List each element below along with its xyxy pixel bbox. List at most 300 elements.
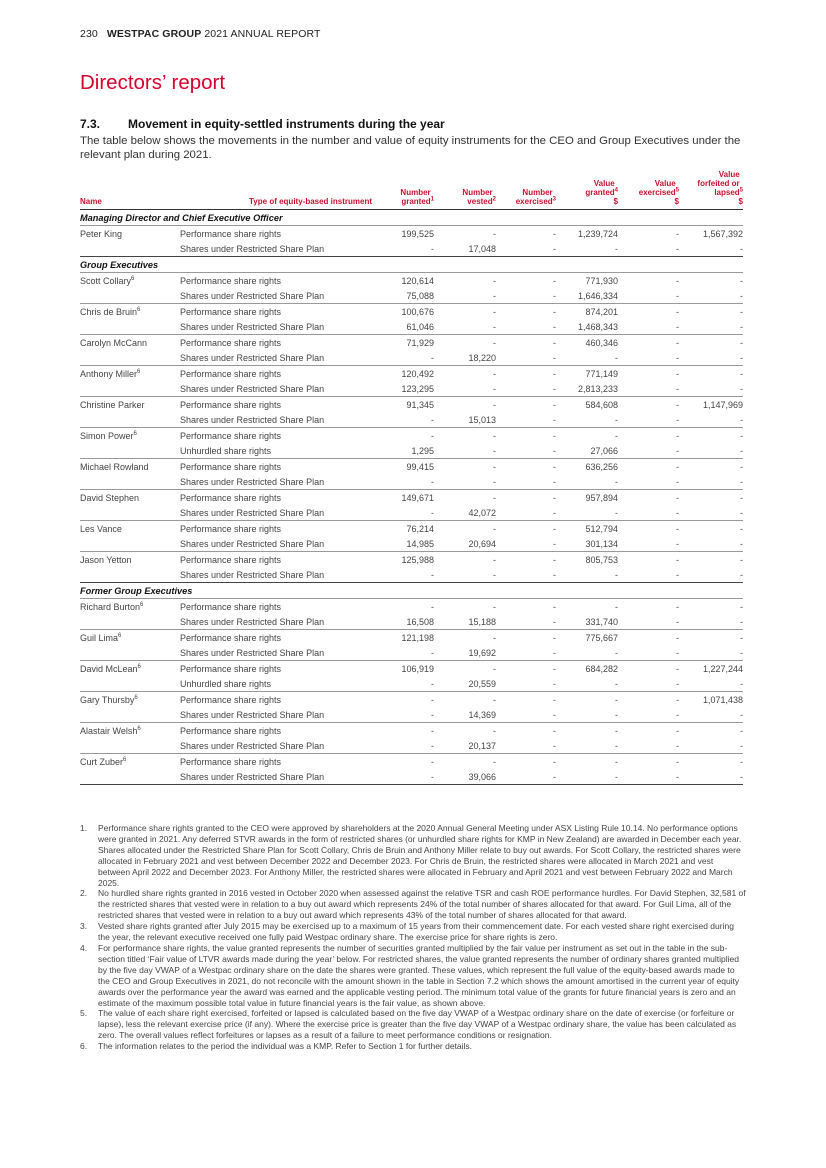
table-cell: 91,345 bbox=[372, 397, 434, 413]
table-cell: - bbox=[679, 521, 743, 537]
table-cell: - bbox=[740, 569, 743, 580]
person-name bbox=[80, 536, 180, 552]
person-name bbox=[80, 490, 180, 506]
table-cell: - bbox=[493, 321, 496, 332]
table-cell: - bbox=[434, 335, 496, 351]
table-row bbox=[80, 692, 743, 708]
table-cell: - bbox=[553, 647, 556, 658]
group-label: Former Group Executives bbox=[80, 583, 743, 599]
person-name bbox=[80, 412, 180, 428]
table-cell: - bbox=[431, 476, 434, 487]
instrument-type: Performance share rights bbox=[180, 599, 372, 615]
table-cell: - bbox=[618, 552, 679, 568]
person-name-text: Michael Rowland bbox=[80, 461, 149, 472]
table-row bbox=[80, 676, 743, 692]
table-cell: 121,198 bbox=[372, 630, 434, 646]
table-row bbox=[80, 505, 743, 521]
table-cell: - bbox=[493, 569, 496, 580]
person-name-text: Guil Lima bbox=[80, 632, 119, 643]
page-title: Directors’ report bbox=[80, 71, 226, 94]
table-cell: - bbox=[740, 243, 743, 254]
instrument-type: Shares under Restricted Share Plan bbox=[180, 243, 325, 254]
footnote-ref: 6 bbox=[133, 430, 137, 437]
table-cell: - bbox=[553, 383, 556, 394]
instrument-type: Unhurdled share rights bbox=[180, 678, 272, 689]
footnote bbox=[80, 1041, 746, 1052]
table-cell: - bbox=[615, 569, 618, 580]
table-cell: - bbox=[618, 521, 679, 537]
table-cell: 20,694 bbox=[468, 538, 496, 549]
table-cell: - bbox=[496, 599, 556, 615]
table-row bbox=[80, 474, 743, 490]
table-cell: - bbox=[676, 290, 679, 301]
table-cell: - bbox=[740, 476, 743, 487]
footnotes bbox=[80, 823, 746, 1052]
table-cell: 636,256 bbox=[556, 459, 618, 475]
person-name bbox=[80, 645, 180, 661]
table-row bbox=[80, 366, 743, 382]
table-cell: 19,692 bbox=[468, 647, 496, 658]
table-cell: - bbox=[740, 445, 743, 456]
table-cell: - bbox=[431, 243, 434, 254]
table-cell: 512,794 bbox=[556, 521, 618, 537]
instrument-type: Shares under Restricted Share Plan bbox=[180, 476, 325, 487]
table-cell: - bbox=[556, 754, 618, 770]
person-name-text: Christine Parker bbox=[80, 399, 145, 410]
table-cell: 199,525 bbox=[372, 226, 434, 242]
section-heading bbox=[80, 117, 445, 131]
table-cell: - bbox=[618, 366, 679, 382]
person-name-text: Alastair Welsh bbox=[80, 725, 138, 736]
table-cell: - bbox=[493, 383, 496, 394]
table-cell: - bbox=[679, 490, 743, 506]
table-cell: 99,415 bbox=[372, 459, 434, 475]
table-cell: - bbox=[615, 352, 618, 363]
table-cell: 18,220 bbox=[468, 352, 496, 363]
person-name bbox=[80, 567, 180, 583]
table-cell: 2,813,233 bbox=[577, 383, 618, 394]
table-cell: - bbox=[740, 709, 743, 720]
table-cell: - bbox=[615, 740, 618, 751]
table-cell: - bbox=[740, 383, 743, 394]
person-name-text: Anthony Miller bbox=[80, 368, 138, 379]
table-cell: - bbox=[431, 678, 434, 689]
instrument-type: Shares under Restricted Share Plan bbox=[180, 647, 325, 658]
table-cell: - bbox=[553, 538, 556, 549]
table-cell: - bbox=[618, 428, 679, 444]
table-row bbox=[80, 521, 743, 537]
table-cell: - bbox=[615, 243, 618, 254]
table-cell: - bbox=[434, 366, 496, 382]
table-cell: 76,214 bbox=[372, 521, 434, 537]
table-body bbox=[80, 210, 743, 785]
instrument-type: Shares under Restricted Share Plan bbox=[180, 569, 325, 580]
instrument-type: Performance share rights bbox=[180, 661, 372, 677]
table-cell: 1,646,334 bbox=[577, 290, 618, 301]
table-cell: - bbox=[496, 273, 556, 289]
table-cell: - bbox=[556, 769, 618, 785]
table-cell: - bbox=[740, 740, 743, 751]
table-cell: 1,071,438 bbox=[679, 692, 743, 708]
table-cell: 39,066 bbox=[434, 769, 496, 785]
table-cell: - bbox=[434, 723, 496, 739]
person-name bbox=[80, 428, 180, 444]
table-row bbox=[80, 350, 743, 366]
person-name-text: Carolyn McCann bbox=[80, 337, 148, 348]
footnote-text: The value of each share right exercised, forfeited or lapsed is calculated based on the five day VWAP of a Westpac ordinary share on the date of exercise (or forfeiture or lapse), less the relevant exercise price (if any). Where the exercise price is greater than the five day VWAP of a Westpac ordinary share, the value has been calculated as zero. The overall values reflect forfeitures or lapses as a result of a failure to meet performance conditions or resignation. bbox=[98, 1008, 737, 1041]
table-cell: - bbox=[431, 569, 434, 580]
table-cell: - bbox=[679, 552, 743, 568]
section-intro: The table below shows the movements in the number and value of equity instruments for the CEO and Group Executives under the relevant plan during 2021. bbox=[80, 135, 741, 161]
table-cell: - bbox=[553, 709, 556, 720]
table-cell: - bbox=[553, 678, 556, 689]
table-cell: - bbox=[553, 569, 556, 580]
table-row bbox=[80, 536, 743, 552]
table-cell: - bbox=[676, 569, 679, 580]
person-name bbox=[80, 273, 180, 289]
table-cell: 15,013 bbox=[468, 414, 496, 425]
person-name-text: Simon Power bbox=[80, 430, 134, 441]
table-cell: - bbox=[679, 428, 743, 444]
footnote-text: For performance share rights, the value granted represents the number of securities granted multiplied by the fair value per instrument as set out in the table in the sub-section titled ‘Fair value of LTVR awards made during the year’ below. For restricted shares, the value granted represents the number of ordinary shares granted multiplied by the five day VWAP of a Westpac ordinary share on the date the shares were granted. These values, which represent the full value of the equity-based awards made to the CEO and Group Executives in 2021, do not reconcile with the amount shown in the table in Section 7.2 which shows the amount amortised in the current year of equity awards over the performance year the award was earned and the applicable vesting period. The minimum total value of the grants for future financial years is zero and an estimate of the maximum possible total value in future financial years is the fair value, as shown above. bbox=[98, 942, 740, 1008]
table-cell: - bbox=[434, 397, 496, 413]
table-cell: - bbox=[434, 552, 496, 568]
person-name bbox=[80, 723, 180, 739]
table-cell: - bbox=[676, 476, 679, 487]
table-cell: 775,667 bbox=[556, 630, 618, 646]
table-cell: - bbox=[740, 616, 743, 627]
instrument-type: Shares under Restricted Share Plan bbox=[180, 383, 325, 394]
table-cell: - bbox=[679, 273, 743, 289]
instrument-type: Performance share rights bbox=[180, 304, 372, 320]
instrument-type: Unhurdled share rights bbox=[180, 445, 272, 456]
footnote-number: 3. bbox=[80, 921, 88, 932]
table-row bbox=[80, 381, 743, 397]
table-cell: - bbox=[618, 769, 679, 785]
table-cell: 75,088 bbox=[406, 290, 434, 301]
person-name bbox=[80, 335, 180, 351]
table-row bbox=[80, 335, 743, 351]
table-header-row bbox=[80, 170, 743, 210]
table-row bbox=[80, 723, 743, 739]
table-cell: - bbox=[676, 243, 679, 254]
table-row bbox=[80, 319, 743, 335]
footnote bbox=[80, 1008, 746, 1041]
table-cell: - bbox=[431, 352, 434, 363]
person-name-text: Scott Collary bbox=[80, 275, 132, 286]
instrument-type: Performance share rights bbox=[180, 754, 372, 770]
person-name bbox=[80, 552, 180, 568]
footnote-text: No hurdled share rights granted in 2016 vested in October 2020 when assessed against the relative TSR and cash ROE performance hurdles. For David Stephen, 32,581 of the restricted shares that vested were in relation to a buy out award which represents 24% of the total number of shares allocated for that award. For Guil Lima, all of the restricted shares that vested were in relation to a buy out award which represents 43% of the total number of shares allocated for that award. bbox=[98, 888, 746, 921]
person-name-text: Curt Zuber bbox=[80, 756, 124, 767]
table-row bbox=[80, 769, 743, 785]
group-row bbox=[80, 583, 743, 599]
table-cell: - bbox=[740, 647, 743, 658]
table-cell: - bbox=[496, 304, 556, 320]
footnote-ref: 6 bbox=[118, 632, 122, 639]
person-name bbox=[80, 599, 180, 615]
table-cell: - bbox=[496, 366, 556, 382]
table-cell: - bbox=[496, 692, 556, 708]
table-cell: - bbox=[615, 414, 618, 425]
table-row bbox=[80, 738, 743, 754]
table-cell: 120,492 bbox=[372, 366, 434, 382]
person-name bbox=[80, 614, 180, 630]
table-cell: - bbox=[434, 521, 496, 537]
table-cell: - bbox=[676, 740, 679, 751]
table-cell: 125,988 bbox=[372, 552, 434, 568]
instrument-type: Shares under Restricted Share Plan bbox=[180, 740, 325, 751]
equity-movement-table bbox=[80, 170, 743, 785]
instrument-type: Performance share rights bbox=[180, 335, 372, 351]
person-name-text: Gary Thursby bbox=[80, 694, 135, 705]
company-name: WESTPAC GROUP bbox=[106, 28, 202, 40]
table-row bbox=[80, 412, 743, 428]
footnote-number: 4. bbox=[80, 942, 88, 953]
table-cell: 1,147,969 bbox=[679, 397, 743, 413]
person-name bbox=[80, 692, 180, 708]
table-cell: - bbox=[553, 243, 556, 254]
col-value-exercised: Value exercised$^5$ $ bbox=[618, 170, 679, 210]
table-cell: - bbox=[679, 599, 743, 615]
footnote-text: The information relates to the period the individual was a KMP. Refer to Section 1 for further details. bbox=[98, 1041, 473, 1052]
page-number: 230 bbox=[80, 28, 98, 40]
person-name bbox=[80, 738, 180, 754]
table-cell: 100,676 bbox=[372, 304, 434, 320]
table-cell: - bbox=[496, 459, 556, 475]
table-cell: - bbox=[553, 740, 556, 751]
table-cell: - bbox=[618, 226, 679, 242]
table-row bbox=[80, 428, 743, 444]
col-name: Name bbox=[80, 170, 180, 210]
person-name bbox=[80, 381, 180, 397]
table-cell: - bbox=[493, 445, 496, 456]
person-name-text: Les Vance bbox=[80, 523, 122, 534]
person-name bbox=[80, 505, 180, 521]
table-cell: 874,201 bbox=[556, 304, 618, 320]
table-cell: - bbox=[679, 754, 743, 770]
table-cell: 1,468,343 bbox=[577, 321, 618, 332]
table-cell: - bbox=[434, 754, 496, 770]
table-cell: - bbox=[496, 723, 556, 739]
table-cell: - bbox=[556, 599, 618, 615]
table-cell: - bbox=[496, 661, 556, 677]
table-cell: - bbox=[618, 661, 679, 677]
table-cell: - bbox=[372, 723, 434, 739]
person-name-text: Chris de Bruin bbox=[80, 306, 138, 317]
footnote-number: 5. bbox=[80, 1008, 88, 1019]
table-cell: - bbox=[434, 459, 496, 475]
table-cell: - bbox=[618, 459, 679, 475]
table-cell: 123,295 bbox=[401, 383, 434, 394]
person-name-text: David McLean bbox=[80, 663, 138, 674]
person-name bbox=[80, 521, 180, 537]
instrument-type: Shares under Restricted Share Plan bbox=[180, 321, 325, 332]
table-row bbox=[80, 645, 743, 661]
table-row bbox=[80, 707, 743, 723]
person-name bbox=[80, 350, 180, 366]
table-cell: - bbox=[553, 321, 556, 332]
table-cell: - bbox=[618, 599, 679, 615]
table-cell: - bbox=[618, 692, 679, 708]
table-cell: - bbox=[676, 709, 679, 720]
table-row bbox=[80, 614, 743, 630]
table-cell: 42,072 bbox=[468, 507, 496, 518]
table-cell: - bbox=[431, 647, 434, 658]
footnote bbox=[80, 943, 746, 1008]
table-cell: - bbox=[431, 740, 434, 751]
table-row bbox=[80, 552, 743, 568]
table-cell: - bbox=[553, 616, 556, 627]
table-cell: - bbox=[679, 723, 743, 739]
table-cell: 684,282 bbox=[556, 661, 618, 677]
person-name bbox=[80, 769, 180, 785]
table-cell: - bbox=[553, 414, 556, 425]
person-name bbox=[80, 288, 180, 304]
table-cell: - bbox=[679, 366, 743, 382]
table-cell: - bbox=[372, 769, 434, 785]
table-cell: 771,149 bbox=[556, 366, 618, 382]
table-cell: - bbox=[615, 709, 618, 720]
col-value-granted: Value granted$^4$ $ bbox=[556, 170, 618, 210]
table-cell: - bbox=[618, 754, 679, 770]
person-name-text: David Stephen bbox=[80, 492, 140, 503]
table-cell: 1,295 bbox=[411, 445, 434, 456]
table-row bbox=[80, 273, 743, 289]
instrument-type: Performance share rights bbox=[180, 459, 372, 475]
table-cell: 17,048 bbox=[468, 243, 496, 254]
table-cell: 149,671 bbox=[372, 490, 434, 506]
table-cell: - bbox=[679, 630, 743, 646]
table-cell: 20,137 bbox=[468, 740, 496, 751]
table-cell: - bbox=[676, 538, 679, 549]
footnote bbox=[80, 921, 746, 943]
footnote-text: Performance share rights granted to the CEO were approved by shareholders at the 2020 Annual General Meeting under ASX Listing Rule 10.14. No performance options were granted in 2021. Any deferred STVR awards in the form of restricted shares (or unhurdled share rights for KMP in New Zealand) are awarded in December each year. Shares allocated under the Restricted Share Plan for Scott Collary, Chris de Bruin and Anthony Miller relate to buy out awards. For Scott Collary, the restricted shares were allocated in February 2021 and vest between December 2022 and December 2023. For Chris de Bruin, the restricted shares were allocated in March 2021 and vest between April 2022 and December 2023. For Anthony Miller, the restricted shares were allocated in February and April 2021 and vest between February 2022 and March 2025. bbox=[98, 823, 742, 888]
footnote-ref: 6 bbox=[137, 663, 141, 670]
group-row bbox=[80, 210, 743, 226]
table-cell: - bbox=[431, 414, 434, 425]
table-row bbox=[80, 599, 743, 615]
footnote-ref: 6 bbox=[134, 694, 138, 701]
person-name bbox=[80, 366, 180, 382]
person-name bbox=[80, 241, 180, 257]
table-cell: - bbox=[676, 383, 679, 394]
table-cell: - bbox=[615, 647, 618, 658]
footnote-number: 2. bbox=[80, 888, 88, 899]
table-cell: - bbox=[618, 630, 679, 646]
table-cell: - bbox=[496, 769, 556, 785]
table-cell: - bbox=[434, 692, 496, 708]
table-cell: - bbox=[618, 304, 679, 320]
person-name bbox=[80, 661, 180, 677]
table-cell: 16,508 bbox=[406, 616, 434, 627]
table-cell: - bbox=[372, 428, 434, 444]
table-cell: 27,066 bbox=[590, 445, 618, 456]
table-cell: 301,134 bbox=[585, 538, 618, 549]
table-cell: - bbox=[553, 290, 556, 301]
table-cell: - bbox=[372, 599, 434, 615]
footnote-ref: 6 bbox=[140, 601, 144, 608]
table-cell: - bbox=[496, 552, 556, 568]
instrument-type: Performance share rights bbox=[180, 273, 372, 289]
table-cell: 460,346 bbox=[556, 335, 618, 351]
person-name bbox=[80, 630, 180, 646]
person-name bbox=[80, 707, 180, 723]
table-cell: - bbox=[676, 647, 679, 658]
table-cell: - bbox=[496, 521, 556, 537]
table-cell: 120,614 bbox=[372, 273, 434, 289]
group-row bbox=[80, 257, 743, 273]
table-cell: 61,046 bbox=[406, 321, 434, 332]
person-name bbox=[80, 459, 180, 475]
instrument-type: Performance share rights bbox=[180, 723, 372, 739]
table-cell: - bbox=[434, 599, 496, 615]
table-cell: 1,567,392 bbox=[679, 226, 743, 242]
table-cell: - bbox=[496, 397, 556, 413]
instrument-type: Performance share rights bbox=[180, 692, 372, 708]
table-cell: - bbox=[556, 723, 618, 739]
footnote-ref: 6 bbox=[137, 306, 141, 313]
table-cell: 805,753 bbox=[556, 552, 618, 568]
table-row bbox=[80, 661, 743, 677]
table-cell: - bbox=[553, 445, 556, 456]
table-row bbox=[80, 226, 743, 242]
person-name bbox=[80, 304, 180, 320]
table-cell: - bbox=[615, 678, 618, 689]
table-cell: - bbox=[431, 507, 434, 518]
table-cell: - bbox=[740, 538, 743, 549]
table-cell: - bbox=[676, 678, 679, 689]
footnote-number: 6. bbox=[80, 1041, 88, 1052]
table-cell: - bbox=[556, 692, 618, 708]
table-cell: - bbox=[553, 352, 556, 363]
instrument-type: Performance share rights bbox=[180, 490, 372, 506]
table-cell: - bbox=[679, 335, 743, 351]
table-cell: - bbox=[740, 321, 743, 332]
person-name-text: Jason Yetton bbox=[80, 554, 132, 565]
table-cell: - bbox=[679, 769, 743, 785]
table-cell: - bbox=[740, 678, 743, 689]
table-cell: - bbox=[493, 290, 496, 301]
instrument-type: Performance share rights bbox=[180, 630, 372, 646]
footnote-ref: 6 bbox=[131, 275, 135, 282]
group-label: Group Executives bbox=[80, 257, 743, 273]
instrument-type: Shares under Restricted Share Plan bbox=[180, 769, 372, 785]
table-cell: - bbox=[434, 226, 496, 242]
person-name bbox=[80, 226, 180, 242]
table-cell: 771,930 bbox=[556, 273, 618, 289]
table-cell: - bbox=[434, 273, 496, 289]
table-cell: - bbox=[496, 335, 556, 351]
table-cell: - bbox=[431, 709, 434, 720]
table-cell: - bbox=[618, 273, 679, 289]
table-cell: 106,919 bbox=[372, 661, 434, 677]
table-cell: - bbox=[553, 476, 556, 487]
col-exercised: Number exercised$^3$ bbox=[496, 170, 556, 210]
table-cell: - bbox=[496, 226, 556, 242]
table-cell: - bbox=[618, 723, 679, 739]
table-cell: 331,740 bbox=[585, 616, 618, 627]
table-cell: 14,369 bbox=[468, 709, 496, 720]
instrument-type: Performance share rights bbox=[180, 552, 372, 568]
table-row bbox=[80, 241, 743, 257]
table-cell: - bbox=[740, 290, 743, 301]
table-cell: - bbox=[740, 352, 743, 363]
table-cell: - bbox=[496, 490, 556, 506]
table-cell: - bbox=[618, 490, 679, 506]
table-row bbox=[80, 567, 743, 583]
table-cell: - bbox=[496, 630, 556, 646]
